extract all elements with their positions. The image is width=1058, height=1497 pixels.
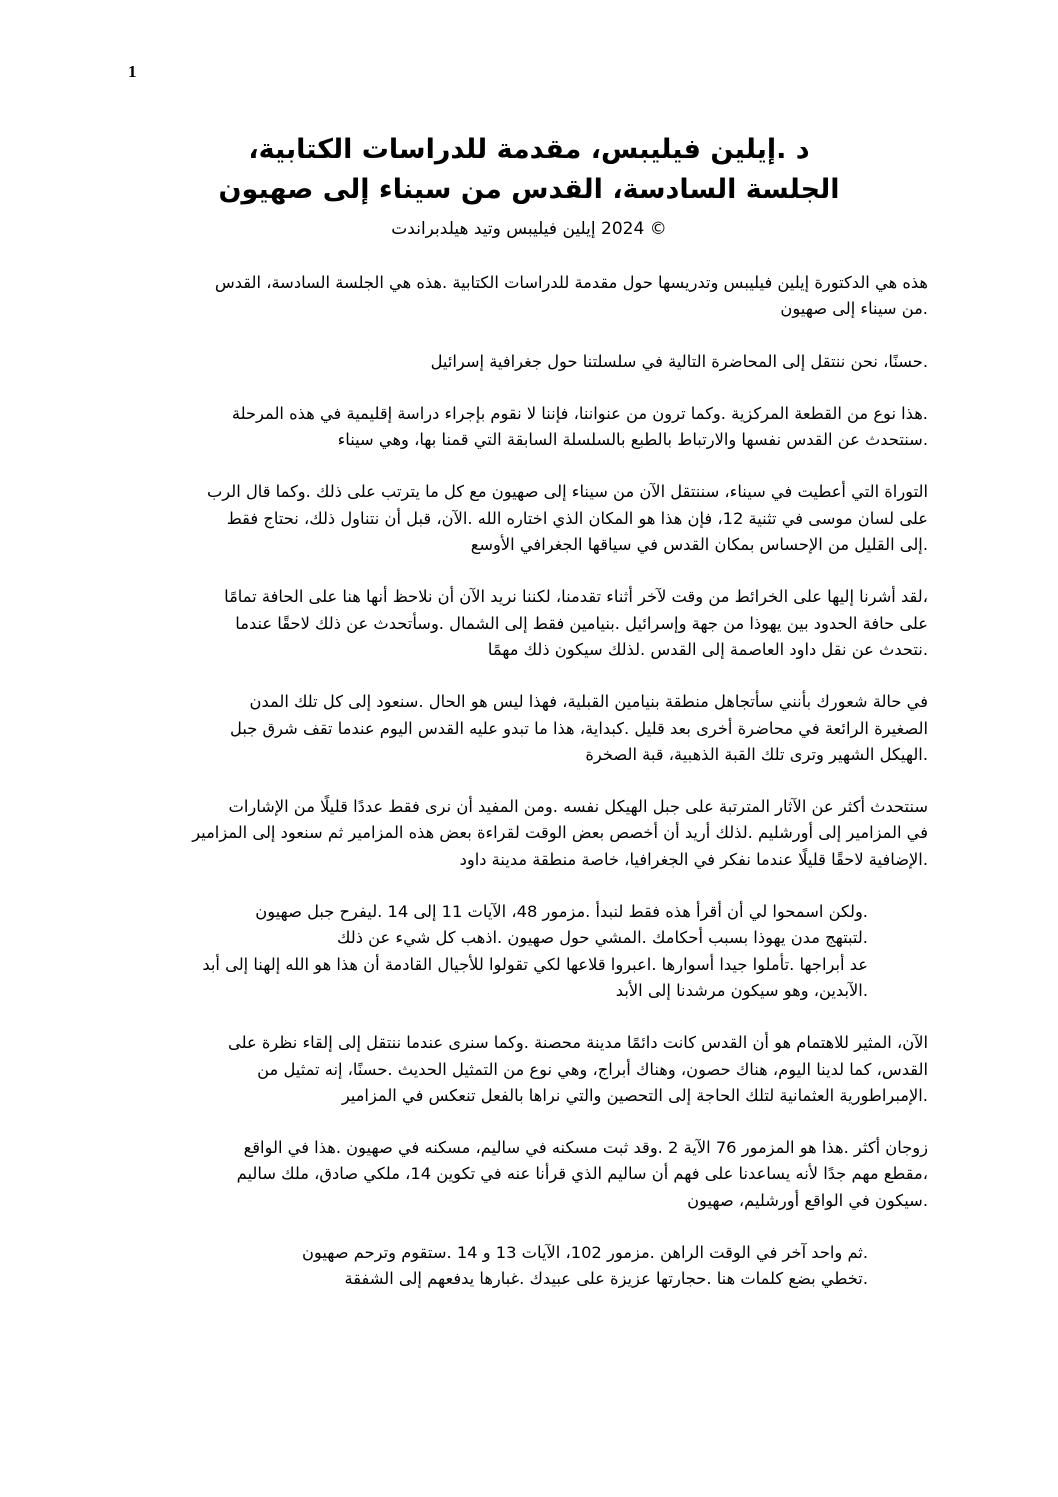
paragraph <box>128 1030 928 1109</box>
paragraph-line: .حسنًا، نحن ننتقل إلى المحاضرة التالية في سلسلتنا حول جغرافية إسرائيل <box>430 351 928 371</box>
paragraph-line: عد أبراجها .تأملوا جيدا أسوارها .اعبروا قلاعها لكي تقولوا للأجيال القادمة أن هذا هو الله إلهنا إلى أبد <box>202 954 868 974</box>
document-body <box>128 270 928 1319</box>
paragraph-line: على حافة الحدود بين يهوذا من جهة وإسرائيل .بنيامين فقط إلى الشمال .وسأتحدث عن ذلك لاحقًا عندما <box>235 613 928 633</box>
paragraph-line: سنتحدث أكثر عن الآثار المترتبة على جبل الهيكل نفسه .ومن المفيد أن نرى فقط عددًا قليلًا من الإشارات <box>228 797 928 817</box>
document-title <box>150 130 908 210</box>
paragraph <box>128 1135 928 1214</box>
paragraph-line: .الآبدين، وهو سيكون مرشدنا إلى الأبد <box>615 980 868 1000</box>
paragraph-line: .ولكن اسمحوا لي أن أقرأ هذه فقط لنبدأ .مزمور 48، الآيات 11 إلى 14 .ليفرح جبل صهيون <box>255 902 868 922</box>
paragraph-line: .سنتحدث عن القدس نفسها والارتباط بالطبع بالسلسلة السابقة التي قمنا بها، وهي سيناء <box>337 430 928 450</box>
paragraph <box>128 479 928 558</box>
paragraph <box>128 584 928 663</box>
paragraph-line: القدس، كما لدينا اليوم، هناك حصون، وهناك أبراج، وهي نوع من التمثيل الحديث .حسنًا، إنه تمثيل من <box>257 1059 928 1079</box>
paragraph-line: .من سيناء إلى صهيون <box>780 299 928 319</box>
paragraph-line: ،لقد أشرنا إليها على الخرائط من وقت لآخر أثناء تقدمنا، لكننا نريد الآن أن نلاحظ أنها هنا على الحافة تمامًا <box>224 587 928 607</box>
paragraph-line: على لسان موسى في تثنية 12، فإن هذا هو المكان الذي اختاره الله .الآن، قبل أن نتناول ذلك، نحتاج فقط <box>226 508 928 528</box>
paragraph-line: .إلى القليل من الإحساس بمكان القدس في سياقها الجغرافي الأوسع <box>470 535 928 555</box>
paragraph <box>128 349 928 375</box>
paragraph-line: .الإمبراطورية العثمانية لتلك الحاجة إلى التحصين والتي نراها بالفعل تنعكس في المزامير <box>341 1085 928 1105</box>
paragraph <box>128 689 928 768</box>
title-line: الجلسة السادسة، القدس من سيناء إلى صهيون <box>218 174 840 205</box>
paragraph <box>128 1240 928 1293</box>
paragraph-line: .ثم واحد آخر في الوقت الراهن .مزمور 102، الآيات 13 و 14 .ستقوم وترحم صهيون <box>301 1243 868 1263</box>
paragraph-line: في حالة شعورك بأنني سأتجاهل منطقة بنيامين القبلية، فهذا ليس هو الحال .سنعود إلى كل تلك المدن <box>249 692 928 712</box>
paragraph-line: .الإضافية لاحقًا قليلًا عندما نفكر في الجغرافيا، خاصة منطقة مدينة داود <box>459 849 928 869</box>
paragraph <box>128 899 928 1004</box>
paragraph-line: .هذا نوع من القطعة المركزية .وكما ترون من عنواننا، فإننا لا نقوم بإجراء دراسة إقليمية في هذه المرحلة <box>231 403 928 423</box>
paragraph-line: الصغيرة الرائعة في محاضرة أخرى بعد قليل .كبداية، هذا ما تبدو عليه القدس اليوم عندما تقف شرق جبل <box>230 718 928 738</box>
paragraph-line: في المزامير إلى أورشليم .لذلك أريد أن أخصص بعض الوقت لقراءة بعض هذه المزامير ثم سنعود إلى المزامير <box>192 823 928 843</box>
copyright-line: © 2024 إيلين فيليبس وتيد هيلدبراندت <box>391 219 667 239</box>
paragraph <box>128 401 928 454</box>
paragraph-line: .نتحدث عن نقل داود العاصمة إلى القدس .لذلك سيكون ذلك مهمًا <box>487 639 928 659</box>
paragraph <box>128 270 928 323</box>
paragraph-line: زوجان أكثر .هذا هو المزمور 76 الآية 2 .وقد ثبت مسكنه في ساليم، مسكنه في صهيون .هذا في الواقع <box>243 1138 928 1158</box>
paragraph-line: .تخطي بضع كلمات هنا .حجارتها عزيزة على عبيدك .غبارها يدفعهم إلى الشفقة <box>344 1269 868 1289</box>
paragraph-line: هذه هي الدكتورة إيلين فيليبس وتدريسها حول مقدمة للدراسات الكتابية .هذه هي الجلسة السادسة، القدس <box>214 273 928 292</box>
paragraph-line: .لتبتهج مدن يهوذا بسبب أحكامك .المشي حول صهيون .اذهب كل شيء عن ذلك <box>337 928 868 948</box>
page-number: 1 <box>128 62 137 81</box>
paragraph-line: .الهيكل الشهير وترى تلك القبة الذهبية، قبة الصخرة <box>585 744 928 764</box>
paragraph-line: ،مقطع مهم جدًا لأنه يساعدنا على فهم أن ساليم الذي قرأنا عنه في تكوين 14، ملكي صادق، ملك ساليم <box>236 1164 928 1184</box>
paragraph-line: .سيكون في الواقع أورشليم، صهيون <box>687 1190 928 1210</box>
paragraph <box>128 794 928 873</box>
paragraph-line: الآن، المثير للاهتمام هو أن القدس كانت دائمًا مدينة محصنة .وكما سنرى عندما ننتقل إلى إلقاء نظرة على <box>228 1033 928 1053</box>
title-line: د .إيلين فيليبس، مقدمة للدراسات الكتابية، <box>248 134 810 165</box>
paragraph-line: التوراة التي أعطيت في سيناء، سننتقل الآن من سيناء إلى صهيون مع كل ما يترتب على ذلك .وكما قال الرب <box>206 482 928 502</box>
